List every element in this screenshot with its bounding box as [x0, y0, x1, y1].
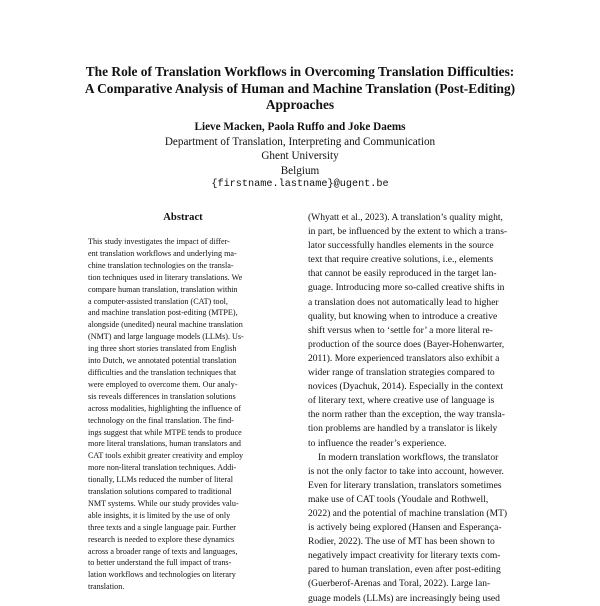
abstract-body: [88, 236, 278, 593]
abstract-line: compare human translation, translation within: [88, 284, 238, 294]
body-line: guage models (LLMs) are increasingly being used: [308, 592, 500, 604]
abstract-line: three texts and a single language pair. Further: [88, 522, 237, 532]
body-line: to influence the reader’s experience.: [308, 437, 447, 449]
author-email: {firstname.lastname}@ugent.be: [211, 179, 389, 191]
abstract-line: across modalities, highlighting the influence of: [88, 403, 241, 413]
abstract-line: ent translation workflows and underlying ma-: [88, 248, 237, 258]
title-line-3: Approaches: [265, 97, 335, 112]
abstract-line: into Dutch, we annotated potential translation: [88, 356, 237, 366]
author-names: Lieve Macken, Paola Ruffo and Joke Daems: [194, 121, 406, 133]
abstract-line: were employed to overcome them. Our analy-: [88, 379, 238, 389]
body-line: (Whyatt et al., 2023). A translation’s quality might,: [308, 212, 503, 223]
body-line: of literary text, where creative use of language is: [308, 395, 495, 407]
body-line: Rodier, 2022). The use of MT has been shown to: [308, 536, 495, 548]
body-line: Even for literary translation, translators sometimes: [308, 479, 502, 491]
abstract-line: CAT tools exhibit greater creativity and employ: [88, 451, 244, 461]
abstract-line: (NMT) and large language models (LLMs). Us-: [88, 332, 244, 342]
body-line: the norm rather than the exception, the way transla-: [308, 409, 505, 421]
abstract-line: translation.: [88, 582, 125, 592]
body-line: is not the only factor to take into account, however.: [308, 465, 504, 477]
abstract-line: a computer-assisted translation (CAT) tool,: [88, 296, 228, 306]
abstract-line: research is needed to explore these dynamics: [88, 534, 235, 544]
body-line: wider range of translation strategies compared to: [308, 367, 495, 379]
body-line: In modern translation workflows, the translator: [318, 451, 499, 463]
title-line-1: The Role of Translation Workflows in Overcoming Translation Difficulties:: [85, 64, 515, 79]
body-line: 2011). More experienced translators also exhibit a: [308, 352, 500, 364]
abstract-line: translation solutions compared to traditional: [88, 487, 232, 497]
title-line-2: A Comparative Analysis of Human and Machine Translation (Post-Editing): [84, 80, 516, 96]
body-line: negatively impact creativity for literary texts com-: [308, 550, 501, 562]
paper-title: [40, 64, 560, 114]
body-line: make use of CAT tools (Youdale and Rothwell,: [308, 493, 489, 505]
body-line: 2022) and the potential of machine translation (MT): [308, 507, 508, 519]
body-line: quality, but knowing when to introduce a creative: [308, 310, 498, 322]
introduction-body: [308, 211, 520, 606]
abstract-line: ings suggest that while MTPE tends to produce: [88, 427, 242, 437]
abstract-line: across a broader range of texts and languages,: [88, 546, 238, 556]
abstract-line: more non-literal translation techniques. Addi-: [88, 463, 237, 473]
body-line: (Guerberof-Arenas and Toral, 2022). Large lan-: [308, 578, 491, 590]
abstract-line: chine translation technologies on the transla-: [88, 260, 234, 270]
body-line: a translation does not automatically lead to higher: [308, 296, 499, 308]
body-line: in part, be influenced by the extent to which a trans-: [308, 226, 508, 238]
abstract-line: more literal translations, human translators and: [88, 439, 241, 449]
body-line: that cannot be easily reproduced in the target lan-: [308, 268, 497, 280]
abstract-line: This study investigates the impact of differ-: [88, 237, 230, 246]
abstract-line: tionally, LLMs reduced the number of literal: [88, 475, 233, 485]
abstract-line: difficulties and the translation techniques that: [88, 367, 237, 377]
abstract-line: alongside (unedited) neural machine translation: [88, 320, 243, 330]
body-line: text that require creative solutions, i.e., elements: [308, 254, 494, 266]
body-line: is actively being explored (Hansen and Esperança-: [308, 522, 502, 534]
abstract-line: sis reveals differences in translation solutions: [88, 391, 236, 401]
abstract-line: ing three short stories translated from English: [88, 344, 237, 354]
body-line: guage. Introducing more so-called creative shifts in: [308, 282, 505, 294]
abstract-line: to better understand the full impact of trans-: [88, 558, 232, 568]
abstract-line: and machine translation post-editing (MTPE),: [88, 308, 238, 318]
body-line: production of the source does (Bayer-Hohenwarter,: [308, 338, 505, 350]
abstract-heading: Abstract: [163, 212, 203, 223]
abstract-line: technology on the final translation. The find-: [88, 415, 234, 425]
body-line: novices (Dyachuk, 2014). Especially in the context: [308, 381, 504, 393]
affiliation-department: Department of Translation, Interpreting and Communication: [164, 135, 436, 148]
body-line: pared to human translation, even after post-editing: [308, 564, 501, 576]
body-line: tion problems are handled by a translator is likely: [308, 423, 498, 435]
abstract-line: lation workflows and technologies on literary: [88, 570, 236, 580]
abstract-line: tion techniques used in literary translations. We: [88, 272, 243, 282]
abstract-line: NMT systems. While our study provides valu-: [88, 498, 239, 508]
affiliation-country: Belgium: [280, 164, 320, 177]
abstract-line: able insights, it is limited by the use of only: [88, 510, 231, 520]
body-line: shift versus when to ‘settle for’ a more literal re-: [308, 324, 493, 336]
affiliation-university: Ghent University: [261, 150, 339, 163]
body-line: lator successfully handles elements in the source: [308, 240, 494, 252]
author-block: [40, 120, 560, 193]
